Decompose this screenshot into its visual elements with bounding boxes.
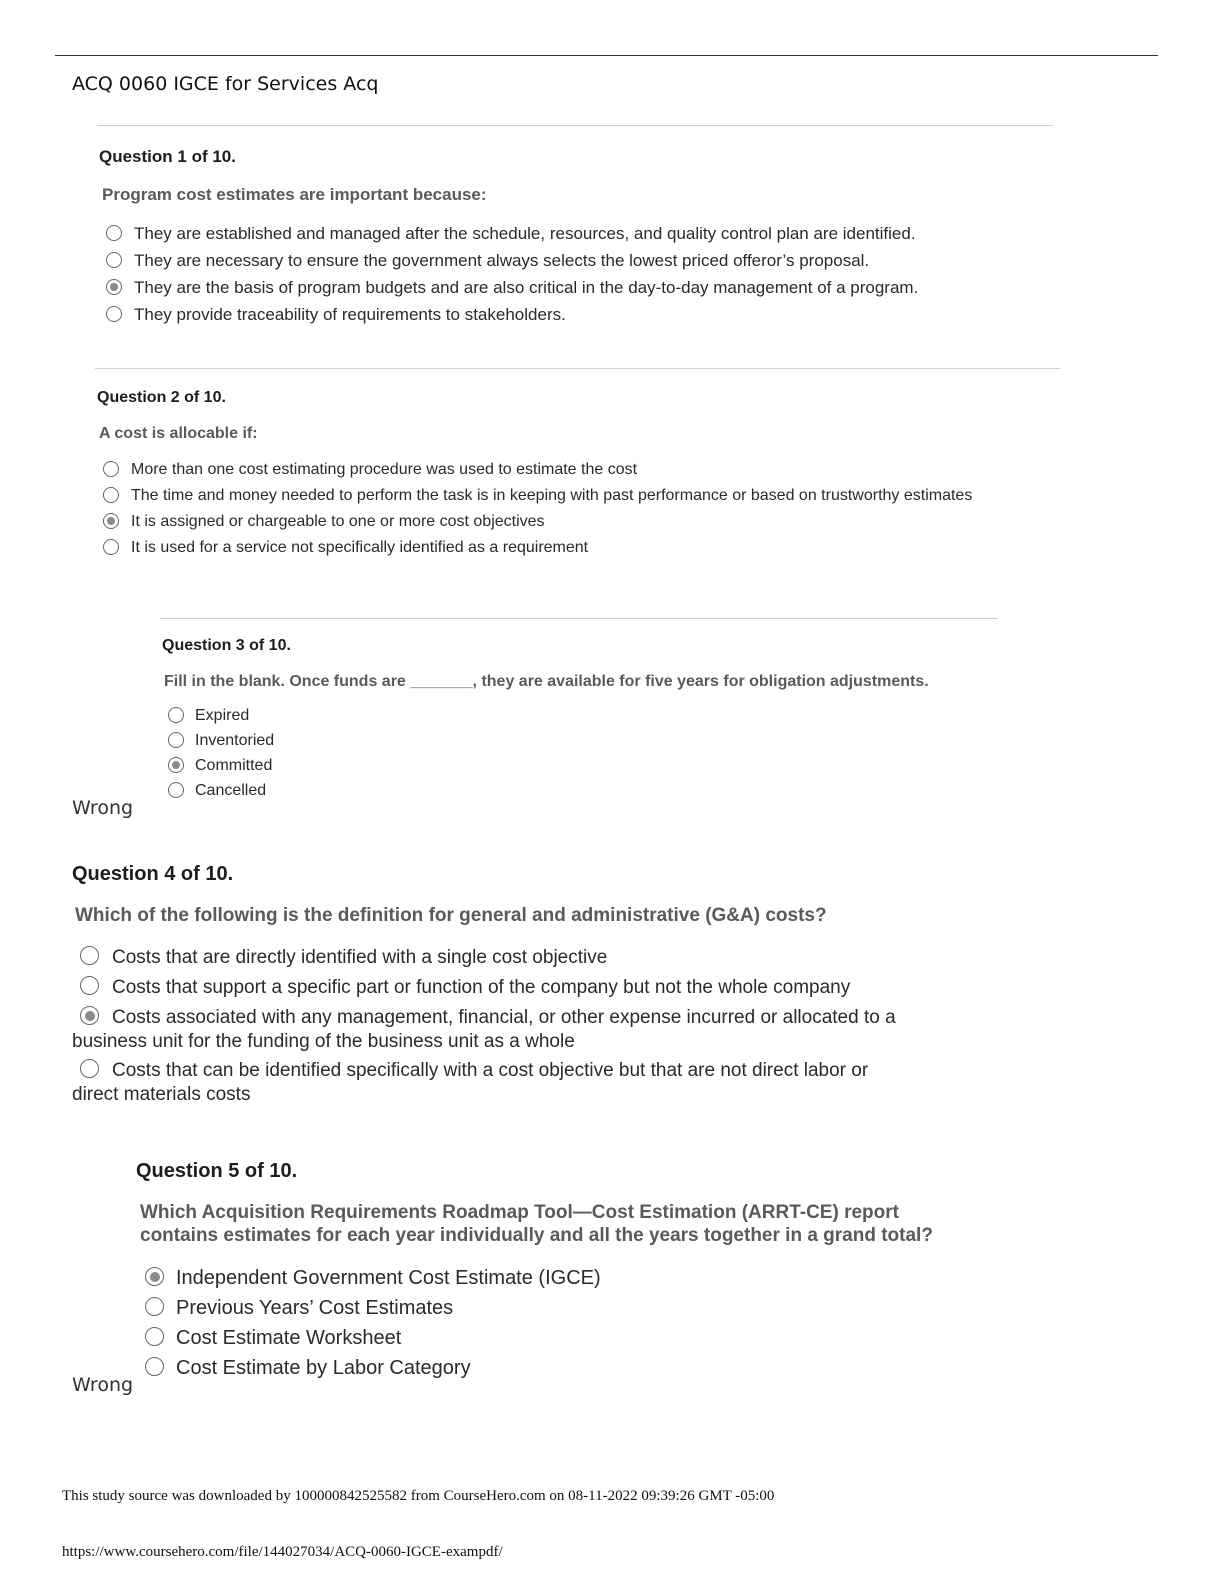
radio-button-icon[interactable] [106,225,122,241]
question-5-option-4[interactable]: Cost Estimate by Labor Category [145,1357,471,1380]
download-source-notice: This study source was downloaded by 100000842525582 from CourseHero.com on 08-11-2022 09:39:26 GMT -05:00 [62,1488,775,1504]
question-2-option-2[interactable]: The time and money needed to perform the task is in keeping with past performance or based on trustworthy estimates [103,487,972,505]
question-4-option-4-continuation: direct materials costs [72,1084,251,1105]
question-5-option-1[interactable]: Independent Government Cost Estimate (IGCE) [145,1267,601,1290]
question-4-heading: Question 4 of 10. [72,863,234,885]
radio-button-icon[interactable] [106,252,122,268]
question-4-option-1[interactable]: Costs that are directly identified with a single cost objective [80,946,607,970]
question-5-result: Wrong [72,1374,134,1396]
radio-button-icon[interactable] [168,707,184,723]
question-4-prompt: Which of the following is the definition for general and administrative (G&A) costs? [75,905,827,926]
radio-button-selected-icon[interactable] [103,513,119,529]
separator [97,125,1053,126]
radio-button-icon[interactable] [103,539,119,555]
question-5-option-2[interactable]: Previous Years’ Cost Estimates [145,1297,453,1320]
question-2-prompt: A cost is allocable if: [99,425,258,442]
question-4-option-2[interactable]: Costs that support a specific part or function of the company but not the whole company [80,976,850,1000]
question-2-heading: Question 2 of 10. [97,389,226,406]
question-3-prompt: Fill in the blank. Once funds are _______, they are available for five years for obligation adjustments. [164,673,929,690]
question-4-option-3[interactable]: Costs associated with any management, financial, or other expense incurred or allocated to a [80,1006,896,1030]
radio-button-icon[interactable] [103,461,119,477]
question-5-prompt-line-2: contains estimates for each year individually and all the years together in a grand total? [140,1225,933,1246]
question-3-option-2[interactable]: Inventoried [168,732,274,750]
question-1-heading: Question 1 of 10. [99,147,236,166]
radio-button-icon[interactable] [168,782,184,798]
question-3-option-1[interactable]: Expired [168,707,249,725]
question-2-option-1[interactable]: More than one cost estimating procedure was used to estimate the cost [103,461,637,479]
radio-button-selected-icon[interactable] [168,757,184,773]
question-5-option-3[interactable]: Cost Estimate Worksheet [145,1327,401,1350]
source-url-link[interactable]: https://www.coursehero.com/file/144027034/ACQ-0060-IGCE-exampdf/ [62,1544,503,1560]
top-rule [55,55,1158,56]
question-4-option-3-continuation: business unit for the funding of the business unit as a whole [72,1031,575,1052]
radio-button-icon[interactable] [106,306,122,322]
question-1-prompt: Program cost estimates are important because: [102,185,487,204]
question-2-option-4[interactable]: It is used for a service not specifically identified as a requirement [103,539,588,557]
question-1-option-1[interactable]: They are established and managed after the schedule, resources, and quality control plan are identified. [106,224,916,244]
question-1-option-3[interactable]: They are the basis of program budgets and are also critical in the day-to-day management of a program. [106,278,918,298]
question-4-option-4[interactable]: Costs that can be identified specifically with a cost objective but that are not direct labor or [80,1059,868,1083]
radio-button-icon[interactable] [80,946,99,965]
radio-button-icon[interactable] [145,1297,164,1316]
separator [160,618,998,619]
question-3-heading: Question 3 of 10. [162,637,291,654]
radio-button-icon[interactable] [145,1327,164,1346]
separator [95,368,1060,369]
question-1-option-2[interactable]: They are necessary to ensure the government always selects the lowest priced offeror’s proposal. [106,251,869,271]
question-5-heading: Question 5 of 10. [136,1160,298,1182]
radio-button-icon[interactable] [80,976,99,995]
radio-button-selected-icon[interactable] [106,279,122,295]
question-3-option-4[interactable]: Cancelled [168,782,266,800]
radio-button-icon[interactable] [80,1059,99,1078]
question-3-option-3[interactable]: Committed [168,757,272,775]
radio-button-icon[interactable] [103,487,119,503]
radio-button-selected-icon[interactable] [145,1267,164,1286]
question-5-prompt-line-1: Which Acquisition Requirements Roadmap Tool—Cost Estimation (ARRT-CE) report [140,1202,899,1223]
question-2-option-3[interactable]: It is assigned or chargeable to one or more cost objectives [103,513,545,531]
question-3-result: Wrong [72,797,134,819]
question-1-option-4[interactable]: They provide traceability of requirements to stakeholders. [106,305,566,325]
document-title: ACQ 0060 IGCE for Services Acq [72,73,379,95]
radio-button-selected-icon[interactable] [80,1006,99,1025]
radio-button-icon[interactable] [145,1357,164,1376]
radio-button-icon[interactable] [168,732,184,748]
